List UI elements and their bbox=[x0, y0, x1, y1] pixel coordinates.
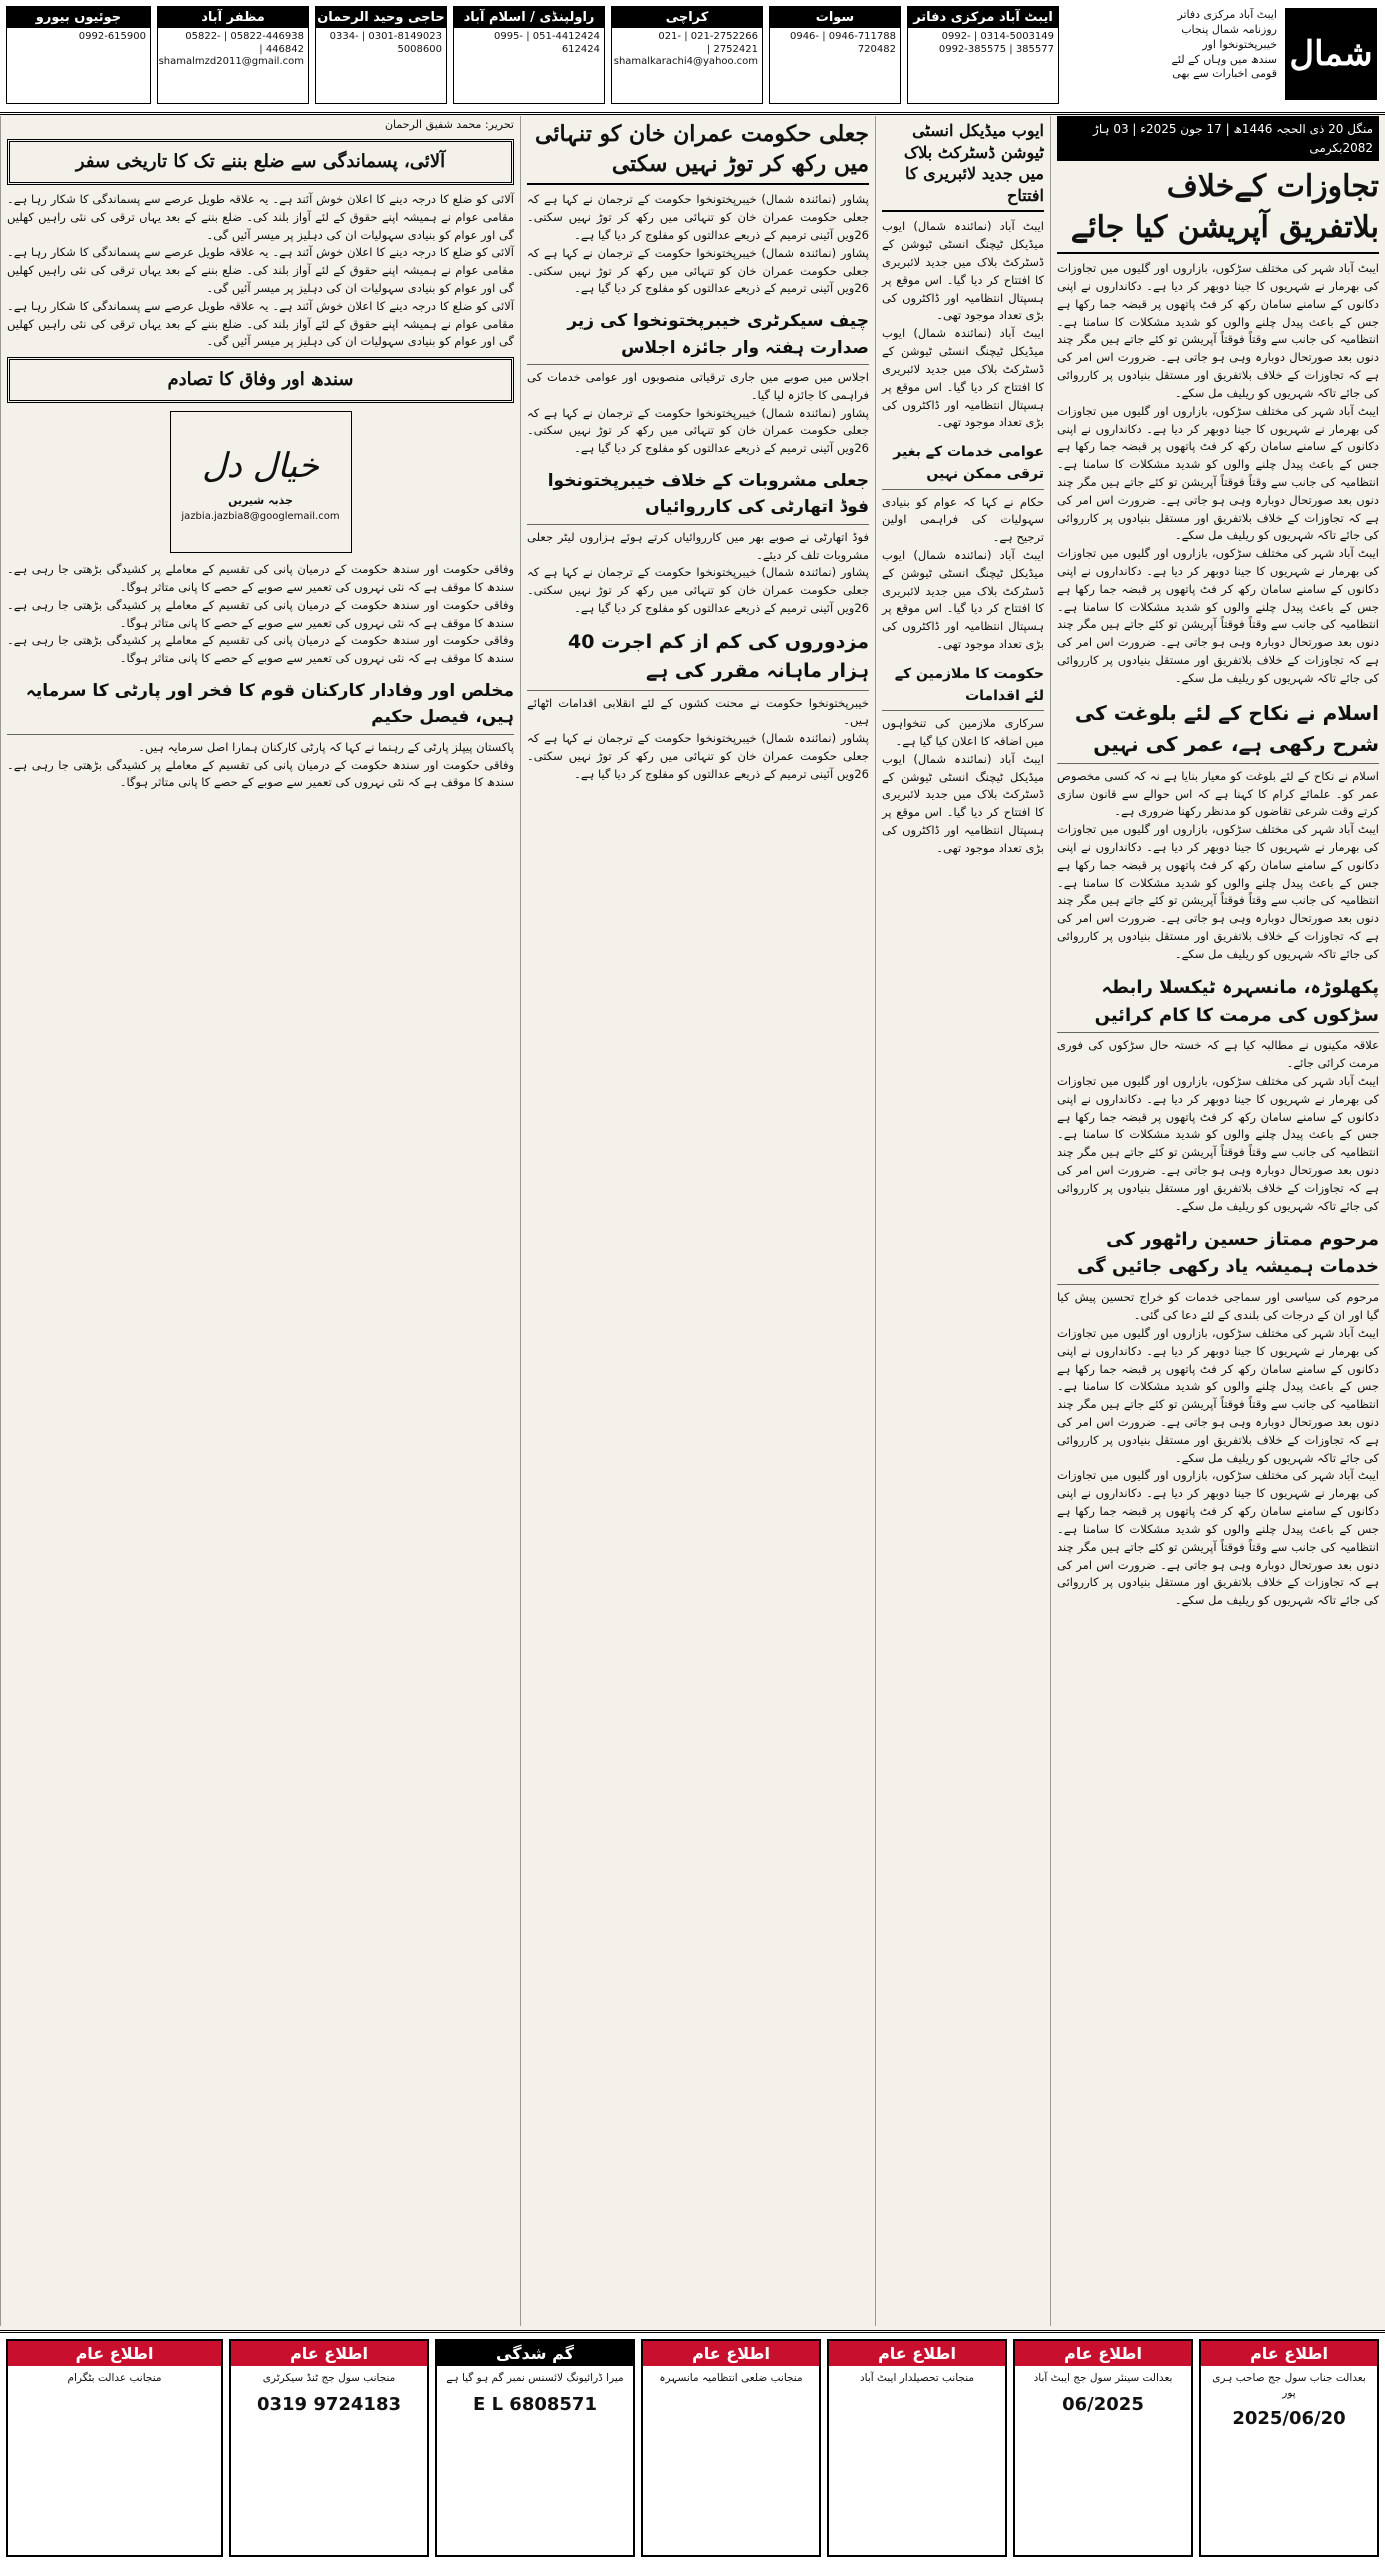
ad-box bbox=[229, 2339, 429, 2557]
opinion-body-repeat: وفاقی حکومت اور سندھ حکومت کے درمیان پانی کی تقسیم کے معاملے پر کشیدگی بڑھتی جا رہی ہے۔ سندھ کا موقف ہے کہ نئی نہروں کی تعمیر سے صوبے کے حصے کا پانی متاثر ہوگا۔ bbox=[7, 597, 514, 630]
article-body: مرحوم کی سیاسی اور سماجی خدمات کو خراج تحسین پیش کیا گیا اور ان کے درجات کی بلندی کے لئے دعا کی گئی۔ bbox=[1057, 1290, 1379, 1323]
article-body-repeat: ایبٹ آباد شہر کی مختلف سڑکوں، بازاروں اور گلیوں میں تجاوزات کی بھرمار نے شہریوں کا جینا دوبھر کر دیا ہے۔ دکانداروں نے اپنی دکانوں کے سامنے سامان رکھ کر فٹ پاتھوں پر قبضہ جما رکھا ہے جس کے باعث پیدل چلنے والوں کو شدید مشکلات کا سامنا ہے۔ انتظامیہ کی جانب سے وقتاً فوقتاً آپریشن تو کئے جاتے ہیں مگر چند دنوں بعد صورتحال دوبارہ وہی ہو جاتی ہے۔ ضرورت اس امر کی ہے کہ تجاوزات کے خلاف بلاتفریق اور مستقل بنیادوں پر کارروائی کی جائے تاکہ شہریوں کو ریلیف مل سکے۔ bbox=[1057, 1468, 1379, 1608]
article-body: ایبٹ آباد (نمائندہ شمال) ایوب میڈیکل ٹیچنگ انسٹی ٹیوشن کے ڈسٹرکٹ بلاک میں جدید لائبریری کا افتتاح کر دیا گیا۔ اس موقع پر ہسپتال انتظامیہ اور ڈاکٹروں کی بڑی تعداد موجود تھی۔ bbox=[882, 219, 1044, 323]
article-body-repeat: پشاور (نمائندہ شمال) خیبرپختونخوا حکومت کے ترجمان نے کہا ہے کہ جعلی حکومت عمران خان کو تنہائی میں رکھ کر توڑ نہیں سکتی۔ 26ویں آئینی ترمیم کے ذریعے عدالتوں کو مفلوج کر دیا گیا ہے۔ bbox=[527, 565, 869, 615]
article-body: پشاور (نمائندہ شمال) خیبرپختونخوا حکومت کے ترجمان نے کہا ہے کہ جعلی حکومت عمران خان کو تنہائی میں رکھ کر توڑ نہیں سکتی۔ 26ویں آئینی ترمیم کے ذریعے عدالتوں کو مفلوج کر دیا گیا ہے۔ bbox=[527, 192, 869, 242]
article-headline: پکھلوڑہ، مانسہرہ ٹیکسلا رابطہ سڑکوں کی مرمت کا کام کرائیں bbox=[1057, 974, 1379, 1034]
ad-number: 2025/06/20 bbox=[1232, 2408, 1346, 2430]
ad-title: اطلاع عام bbox=[8, 2341, 221, 2366]
ad-box bbox=[435, 2339, 635, 2557]
edition-line: روزنامہ شمال پنجاب bbox=[1181, 22, 1277, 36]
office-city: ایبٹ آباد مرکزی دفاتر bbox=[908, 7, 1058, 28]
office-city: سوات bbox=[770, 7, 900, 28]
ad-text: منجانب عدالت بٹگرام bbox=[67, 2372, 162, 2384]
office-contact: 0301-8149023 | 0334-5008600 bbox=[329, 31, 442, 55]
ad-title: اطلاع عام bbox=[1201, 2341, 1377, 2366]
article-body-repeat: ایبٹ آباد شہر کی مختلف سڑکوں، بازاروں اور گلیوں میں تجاوزات کی بھرمار نے شہریوں کا جینا دوبھر کر دیا ہے۔ دکانداروں نے اپنی دکانوں کے سامنے سامان رکھ کر فٹ پاتھوں پر قبضہ جما رکھا ہے جس کے باعث پیدل چلنے والوں کو شدید مشکلات کا سامنا ہے۔ انتظامیہ کی جانب سے وقتاً فوقتاً آپریشن تو کئے جاتے ہیں مگر چند دنوں بعد صورتحال دوبارہ وہی ہو جاتی ہے۔ ضرورت اس امر کی ہے کہ تجاوزات کے خلاف بلاتفریق اور مستقل بنیادوں پر کارروائی کی جائے تاکہ شہریوں کو ریلیف مل سکے۔ bbox=[1057, 1074, 1379, 1213]
editorial-body-repeat: ایبٹ آباد شہر کی مختلف سڑکوں، بازاروں اور گلیوں میں تجاوزات کی بھرمار نے شہریوں کا جینا دوبھر کر دیا ہے۔ دکانداروں نے اپنی دکانوں کے سامنے سامان رکھ کر فٹ پاتھوں پر قبضہ جما رکھا ہے جس کے باعث پیدل چلنے والوں کو شدید مشکلات کا سامنا ہے۔ انتظامیہ کی جانب سے وقتاً فوقتاً آپریشن تو کئے جاتے ہیں مگر چند دنوں بعد صورتحال دوبارہ وہی ہو جاتی ہے۔ ضرورت اس امر کی ہے کہ تجاوزات کے خلاف بلاتفریق اور مستقل بنیادوں پر کارروائی کی جائے تاکہ شہریوں کو ریلیف مل سکے۔ bbox=[1057, 403, 1379, 543]
office-city: کراچی bbox=[612, 7, 762, 28]
office-city: راولپنڈی / اسلام آباد bbox=[454, 7, 604, 28]
office-contact: 0946-711788 | 0946-720482 bbox=[789, 31, 896, 55]
ad-text: منجانب تحصیلدار ایبٹ آباد bbox=[860, 2372, 974, 2384]
ad-title: اطلاع عام bbox=[643, 2341, 819, 2366]
editorial-headline: تجاوزات کےخلاف بلاتفریق آپریشن کیا جائے bbox=[1057, 167, 1379, 254]
opinion-title: سندھ اور وفاق کا تصادم bbox=[7, 357, 514, 403]
office-jhelum bbox=[6, 6, 151, 104]
ad-text: بعدالت سینئر سول جج ایبٹ آباد bbox=[1033, 2372, 1173, 2384]
office-city: حاجی وحید الرحمان bbox=[316, 7, 446, 28]
office-contact: 051-4412424 | 0995-612424 bbox=[493, 31, 600, 55]
article-body-repeat: وفاقی حکومت اور سندھ حکومت کے درمیان پانی کی تقسیم کے معاملے پر کشیدگی بڑھتی جا رہی ہے۔ سندھ کا موقف ہے کہ نئی نہروں کی تعمیر سے صوبے کے حصے کا پانی متاثر ہوگا۔ bbox=[7, 757, 514, 790]
office-hajji bbox=[315, 6, 447, 104]
ad-text: منجانب ضلعی انتظامیہ مانسہرہ bbox=[659, 2372, 803, 2384]
edition-line: سندھ میں وہاں کے لئے bbox=[1171, 52, 1277, 66]
article-body-repeat: ایبٹ آباد شہر کی مختلف سڑکوں، بازاروں اور گلیوں میں تجاوزات کی بھرمار نے شہریوں کا جینا دوبھر کر دیا ہے۔ دکانداروں نے اپنی دکانوں کے سامنے سامان رکھ کر فٹ پاتھوں پر قبضہ جما رکھا ہے جس کے باعث پیدل چلنے والوں کو شدید مشکلات کا سامنا ہے۔ انتظامیہ کی جانب سے وقتاً فوقتاً آپریشن تو کئے جاتے ہیں مگر چند دنوں بعد صورتحال دوبارہ وہی ہو جاتی ہے۔ ضرورت اس امر کی ہے کہ تجاوزات کے خلاف بلاتفریق اور مستقل بنیادوں پر کارروائی کی جائے تاکہ شہریوں کو ریلیف مل سکے۔ bbox=[1057, 822, 1379, 961]
edition-line: خیبرپختونخوا اور bbox=[1202, 37, 1277, 51]
article-headline: مخلص اور وفادار کارکنان قوم کا فخر اور پارٹی کا سرمایہ ہیں، فیصل حکیم bbox=[7, 678, 514, 735]
article-headline: جعلی مشروبات کے خلاف خیبرپختونخوا فوڈ اتھارٹی کی کارروائیاں bbox=[527, 468, 869, 525]
opinion-title: آلائی، پسماندگی سے ضلع بننے تک کا تاریخی سفر bbox=[7, 139, 514, 185]
ad-text: بعدالت جناب سول جج صاحب ہری پور bbox=[1212, 2372, 1366, 2399]
article-body-repeat: ایبٹ آباد (نمائندہ شمال) ایوب میڈیکل ٹیچنگ انسٹی ٹیوشن کے ڈسٹرکٹ بلاک میں جدید لائبریری کا افتتاح کر دیا گیا۔ اس موقع پر ہسپتال انتظامیہ اور ڈاکٹروں کی بڑی تعداد موجود تھی۔ bbox=[882, 547, 1044, 651]
article-body: اسلام نے نکاح کے لئے بلوغت کو معیار بنایا ہے نہ کہ کسی مخصوص عمر کو۔ علمائے کرام کا کہنا ہے کہ اس حوالے سے قانون سازی کرتے وقت شرعی تقاضوں کو مدنظر رکھنا ضروری ہے۔ bbox=[1057, 768, 1379, 819]
article-headline: ایوب میڈیکل انسٹی ٹیوشن ڈسٹرکٹ بلاک میں جدید لائبریری کا افتتاح bbox=[882, 120, 1044, 212]
article-body: پاکستان پیپلز پارٹی کے رہنما نے کہا کہ پارٹی کارکنان ہمارا اصل سرمایہ ہیں۔ bbox=[138, 739, 514, 754]
article-headline: جعلی حکومت عمران خان کو تنہائی میں رکھ کر توڑ نہیں سکتی bbox=[527, 120, 869, 185]
article-headline: حکومت کا ملازمین کے لئے اقدامات bbox=[882, 664, 1044, 711]
ad-title: اطلاع عام bbox=[829, 2341, 1005, 2366]
column-email[interactable]: jazbia.jazbia8@googlemail.com bbox=[181, 511, 340, 523]
office-contact: 021-2752266 | 021-2752421 | shamalkarachi4@yahoo.com bbox=[613, 31, 758, 67]
ad-title: گم شدگی bbox=[437, 2341, 633, 2366]
article-body-repeat: پشاور (نمائندہ شمال) خیبرپختونخوا حکومت کے ترجمان نے کہا ہے کہ جعلی حکومت عمران خان کو تنہائی میں رکھ کر توڑ نہیں سکتی۔ 26ویں آئینی ترمیم کے ذریعے عدالتوں کو مفلوج کر دیا گیا ہے۔ bbox=[527, 405, 869, 456]
article-headline: مرحوم ممتاز حسین راٹھور کی خدمات ہمیشہ یاد رکھی جائیں گی bbox=[1057, 1226, 1379, 1286]
classified-ads bbox=[0, 2330, 1385, 2563]
article-body: فوڈ اتھارٹی نے صوبے بھر میں کارروائیاں کرتے ہوئے ہزاروں لیٹر جعلی مشروبات تلف کر دیئے۔ bbox=[527, 529, 869, 562]
opinion-body: آلائی کو ضلع کا درجہ دینے کا اعلان خوش آئند ہے۔ یہ علاقہ طویل عرصے سے پسماندگی کا شکار رہا ہے۔ مقامی عوام نے ہمیشہ اپنے حقوق کے لئے آواز بلند کی۔ ضلع بننے کے بعد یہاں ترقی کی نئی راہیں کھلیں گی اور عوام کو بنیادی سہولیات ان کی دہلیز پر میسر آئیں گی۔ bbox=[7, 191, 514, 242]
ad-box bbox=[641, 2339, 821, 2557]
office-muzaffarabad bbox=[157, 6, 309, 104]
ad-text: منجانب سول جج ٹنڈ سیکرٹری bbox=[262, 2372, 396, 2384]
article-body-repeat: ایبٹ آباد (نمائندہ شمال) ایوب میڈیکل ٹیچنگ انسٹی ٹیوشن کے ڈسٹرکٹ بلاک میں جدید لائبریری کا افتتاح کر دیا گیا۔ اس موقع پر ہسپتال انتظامیہ اور ڈاکٹروں کی بڑی تعداد موجود تھی۔ bbox=[882, 751, 1044, 855]
issue-date: منگل 20 ذی الحجہ 1446ھ | 17 جون 2025ء | 03 ہاڑ 2082بکرمی bbox=[1057, 116, 1379, 161]
edition-line: قومی اخبارات سے بھی bbox=[1172, 67, 1277, 81]
editorial-body-repeat: ایبٹ آباد شہر کی مختلف سڑکوں، بازاروں اور گلیوں میں تجاوزات کی بھرمار نے شہریوں کا جینا دوبھر کر دیا ہے۔ دکانداروں نے اپنی دکانوں کے سامنے سامان رکھ کر فٹ پاتھوں پر قبضہ جما رکھا ہے جس کے باعث پیدل چلنے والوں کو شدید مشکلات کا سامنا ہے۔ انتظامیہ کی جانب سے وقتاً فوقتاً آپریشن تو کئے جاتے ہیں مگر چند دنوں بعد صورتحال دوبارہ وہی ہو جاتی ہے۔ ضرورت اس امر کی ہے کہ تجاوزات کے خلاف بلاتفریق اور مستقل بنیادوں پر کارروائی کی جائے تاکہ شہریوں کو ریلیف مل سکے۔ bbox=[1057, 546, 1379, 685]
article-headline: چیف سیکرٹری خیبرپختونخوا کی زیر صدارت ہفتہ وار جائزہ اجلاس bbox=[527, 308, 869, 365]
ad-title: اطلاع عام bbox=[1015, 2341, 1191, 2366]
article-body-repeat: پشاور (نمائندہ شمال) خیبرپختونخوا حکومت کے ترجمان نے کہا ہے کہ جعلی حکومت عمران خان کو تنہائی میں رکھ کر توڑ نہیں سکتی۔ 26ویں آئینی ترمیم کے ذریعے عدالتوں کو مفلوج کر دیا گیا ہے۔ bbox=[527, 731, 869, 781]
ad-number: 0319 9724183 bbox=[256, 2393, 402, 2415]
ad-number: E L 6808571 bbox=[473, 2393, 597, 2415]
masthead bbox=[0, 0, 1385, 115]
column-opinion bbox=[0, 116, 520, 2326]
article-headline: مزدوروں کی کم از کم اجرت 40 ہزار ماہانہ مقرر کی ہے bbox=[527, 628, 869, 691]
column-author: تحریر: محمد شفیق الرحمان bbox=[384, 118, 514, 131]
ad-number: 06/2025 bbox=[1062, 2393, 1144, 2415]
office-karachi bbox=[611, 6, 763, 104]
column-name: خیال دل bbox=[202, 445, 319, 486]
article-body-repeat: ایبٹ آباد شہر کی مختلف سڑکوں، بازاروں اور گلیوں میں تجاوزات کی بھرمار نے شہریوں کا جینا دوبھر کر دیا ہے۔ دکانداروں نے اپنی دکانوں کے سامنے سامان رکھ کر فٹ پاتھوں پر قبضہ جما رکھا ہے جس کے باعث پیدل چلنے والوں کو شدید مشکلات کا سامنا ہے۔ انتظامیہ کی جانب سے وقتاً فوقتاً آپریشن تو کئے جاتے ہیں مگر چند دنوں بعد صورتحال دوبارہ وہی ہو جاتی ہے۔ ضرورت اس امر کی ہے کہ تجاوزات کے خلاف بلاتفریق اور مستقل بنیادوں پر کارروائی کی جائے تاکہ شہریوں کو ریلیف مل سکے۔ bbox=[1057, 1325, 1379, 1465]
opinion-body-repeat: وفاقی حکومت اور سندھ حکومت کے درمیان پانی کی تقسیم کے معاملے پر کشیدگی بڑھتی جا رہی ہے۔ سندھ کا موقف ہے کہ نئی نہروں کی تعمیر سے صوبے کے حصے کا پانی متاثر ہوگا۔ bbox=[7, 633, 514, 666]
edition-info bbox=[1067, 8, 1277, 82]
article-body: علاقہ مکینوں نے مطالبہ کیا ہے کہ خستہ حال سڑکوں کی فوری مرمت کرائی جائے۔ bbox=[1057, 1038, 1379, 1071]
office-swat bbox=[769, 6, 901, 104]
opinion-body: وفاقی حکومت اور سندھ حکومت کے درمیان پانی کی تقسیم کے معاملے پر کشیدگی بڑھتی جا رہی ہے۔ سندھ کا موقف ہے کہ نئی نہروں کی تعمیر سے صوبے کے حصے کا پانی متاثر ہوگا۔ bbox=[7, 562, 514, 594]
column-badge bbox=[170, 411, 352, 553]
article-body-repeat: پشاور (نمائندہ شمال) خیبرپختونخوا حکومت کے ترجمان نے کہا ہے کہ جعلی حکومت عمران خان کو تنہائی میں رکھ کر توڑ نہیں سکتی۔ 26ویں آئینی ترمیم کے ذریعے عدالتوں کو مفلوج کر دیا گیا ہے۔ bbox=[527, 245, 869, 296]
opinion-body-repeat: آلائی کو ضلع کا درجہ دینے کا اعلان خوش آئند ہے۔ یہ علاقہ طویل عرصے سے پسماندگی کا شکار رہا ہے۔ مقامی عوام نے ہمیشہ اپنے حقوق کے لئے آواز بلند کی۔ ضلع بننے کے بعد یہاں ترقی کی نئی راہیں کھلیں گی اور عوام کو بنیادی سہولیات ان کی دہلیز پر میسر آئیں گی۔ bbox=[7, 298, 514, 349]
newspaper-logo: شمال bbox=[1285, 8, 1377, 100]
ad-text: میرا ڈرائیونگ لائسنس نمبر گم ہو گیا ہے bbox=[446, 2372, 624, 2384]
office-contact: 05822-446938 | 05822-446842 | shamalmzd2011@gmail.com bbox=[158, 31, 304, 67]
office-city: مظفر آباد bbox=[158, 7, 308, 28]
column-news-2 bbox=[875, 116, 1050, 2326]
ad-title: اطلاع عام bbox=[231, 2341, 427, 2366]
article-body: سرکاری ملازمین کی تنخواہوں میں اضافہ کا اعلان کیا گیا ہے۔ bbox=[882, 716, 1044, 748]
article-body: اجلاس میں صوبے میں جاری ترقیاتی منصوبوں اور عوامی خدمات کی فراہمی کا جائزہ لیا گیا۔ bbox=[527, 369, 869, 402]
article-headline: عوامی خدمات کے بغیر ترقی ممکن نہیں bbox=[882, 442, 1044, 489]
office-abbottabad bbox=[907, 6, 1059, 104]
ad-box bbox=[1013, 2339, 1193, 2557]
edition-line: ایبٹ آباد مرکزی دفاتر bbox=[1177, 8, 1277, 21]
ad-box bbox=[827, 2339, 1007, 2557]
ad-box bbox=[6, 2339, 223, 2557]
office-contact: 0314-5003149 | 0992-385577 | 0992-385575 bbox=[938, 31, 1054, 55]
article-body-repeat: ایبٹ آباد (نمائندہ شمال) ایوب میڈیکل ٹیچنگ انسٹی ٹیوشن کے ڈسٹرکٹ بلاک میں جدید لائبریری کا افتتاح کر دیا گیا۔ اس موقع پر ہسپتال انتظامیہ اور ڈاکٹروں کی بڑی تعداد موجود تھی۔ bbox=[882, 326, 1044, 430]
article-body: خیبرپختونخوا حکومت نے محنت کشوں کے لئے انقلابی اقدامات اٹھائے ہیں۔ bbox=[527, 695, 869, 728]
office-rawalpindi bbox=[453, 6, 605, 104]
column-author-name: جذبہ شیریں bbox=[228, 494, 293, 508]
opinion-body-repeat: آلائی کو ضلع کا درجہ دینے کا اعلان خوش آئند ہے۔ یہ علاقہ طویل عرصے سے پسماندگی کا شکار رہا ہے۔ مقامی عوام نے ہمیشہ اپنے حقوق کے لئے آواز بلند کی۔ ضلع بننے کے بعد یہاں ترقی کی نئی راہیں کھلیں گی اور عوام کو بنیادی سہولیات ان کی دہلیز پر میسر آئیں گی۔ bbox=[7, 245, 514, 295]
article-body: حکام نے کہا کہ عوام کو بنیادی سہولیات کی فراہمی اولین ترجیح ہے۔ bbox=[882, 494, 1044, 545]
column-news-3 bbox=[520, 116, 875, 2326]
article-headline: اسلام نے نکاح کے لئے بلوغت کی شرح رکھی ہے، عمر کی نہیں bbox=[1057, 698, 1379, 764]
office-city: جوئیوں بیورو bbox=[7, 7, 150, 28]
office-contact: 0992-615900 bbox=[78, 31, 146, 42]
column-editorial bbox=[1050, 116, 1385, 2326]
ad-box bbox=[1199, 2339, 1379, 2557]
editorial-body: ایبٹ آباد شہر کی مختلف سڑکوں، بازاروں اور گلیوں میں تجاوزات کی بھرمار نے شہریوں کا جینا دوبھر کر دیا ہے۔ دکانداروں نے اپنی دکانوں کے سامنے سامان رکھ کر فٹ پاتھوں پر قبضہ جما رکھا ہے جس کے باعث پیدل چلنے والوں کو شدید مشکلات کا سامنا ہے۔ انتظامیہ کی جانب سے وقتاً فوقتاً آپریشن تو کئے جاتے ہیں مگر چند دنوں بعد صورتحال دوبارہ وہی ہو جاتی ہے۔ ضرورت اس امر کی ہے کہ تجاوزات کے خلاف بلاتفریق اور مستقل بنیادوں پر کارروائی کی جائے تاکہ شہریوں کو ریلیف مل سکے۔ bbox=[1057, 261, 1379, 400]
